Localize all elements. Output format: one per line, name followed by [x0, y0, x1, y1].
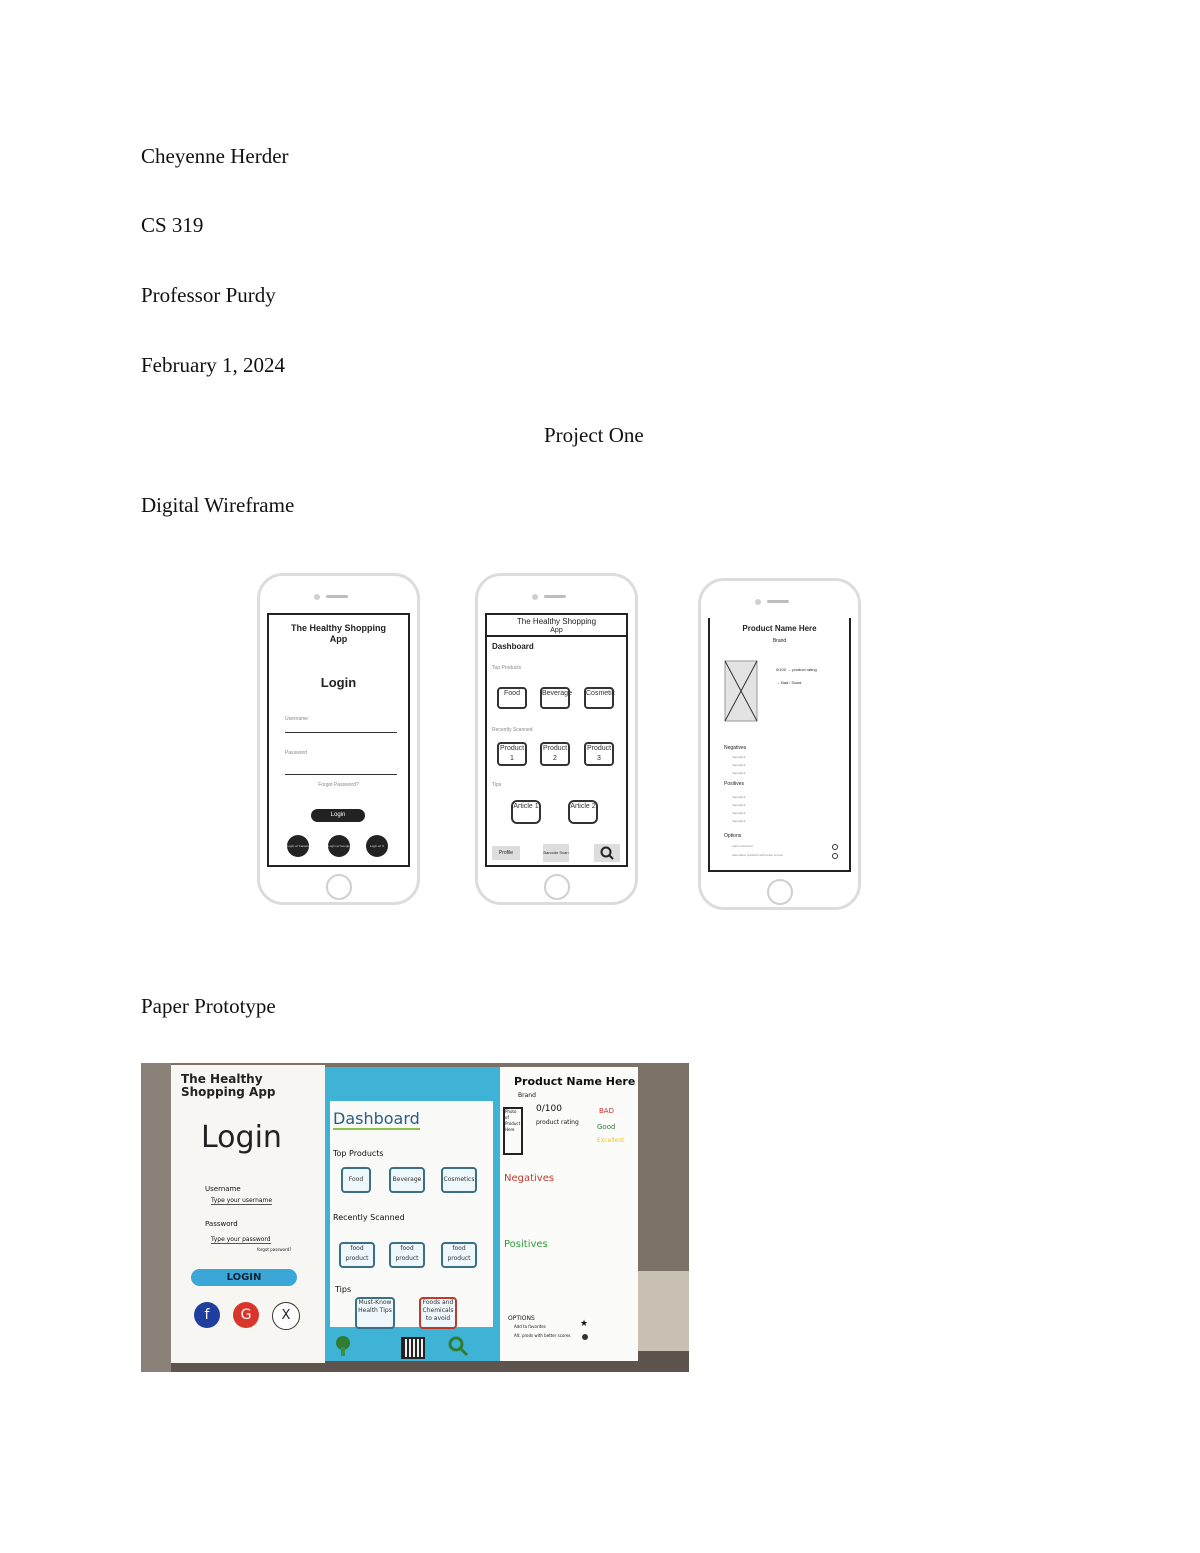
- paper-forgot-link[interactable]: forgot password?: [257, 1247, 292, 1252]
- paper-username-label: Username: [205, 1185, 241, 1193]
- positive-item: Ingredient: [732, 803, 746, 807]
- author-name: Cheyenne Herder: [141, 144, 289, 168]
- paper-google-button[interactable]: G: [233, 1302, 259, 1328]
- top-product-beverage[interactable]: Beverage: [540, 687, 570, 709]
- paper-username-hint: Type your username: [211, 1197, 273, 1204]
- username-field[interactable]: [285, 732, 397, 733]
- product-scale: → Bad / Good: [776, 680, 802, 685]
- product-brand: Brand: [772, 638, 787, 644]
- paper-facebook-button[interactable]: f: [194, 1302, 220, 1328]
- paper-password-label: Password: [205, 1220, 238, 1228]
- paper-score-caption: product rating: [536, 1119, 579, 1126]
- section-heading-digital-wireframe: Digital Wireframe: [141, 493, 295, 517]
- speaker-slot: [544, 595, 566, 598]
- password-field[interactable]: [285, 774, 397, 775]
- negative-item: Ingredient: [732, 771, 746, 775]
- paper-dashboard-heading: Dashboard: [333, 1109, 420, 1128]
- home-button: [326, 874, 352, 900]
- product-score: 0/100 → product rating: [776, 667, 817, 672]
- paper-recent-2[interactable]: food product: [389, 1242, 425, 1268]
- document-date: February 1, 2024: [141, 353, 286, 377]
- camera-dot: [755, 599, 761, 605]
- paper-top-food[interactable]: Food: [341, 1167, 371, 1193]
- product-title: Product Name Here: [742, 624, 817, 633]
- positive-item: Ingredient: [732, 819, 746, 823]
- paper-positives: Positives: [504, 1239, 548, 1250]
- paper-tips: Tips: [335, 1285, 352, 1294]
- paper-app-title: The Healthy Shopping App: [181, 1072, 276, 1099]
- wireframe-dashboard-phone: [475, 573, 638, 905]
- home-button: [767, 879, 793, 905]
- section-heading-paper-prototype: Paper Prototype: [141, 994, 276, 1018]
- tip-article-1[interactable]: Article 1: [511, 800, 541, 824]
- paper-excellent: Excellent: [597, 1137, 625, 1144]
- recent-product-2[interactable]: Product 2: [540, 742, 570, 766]
- paper-login-button[interactable]: LOGIN: [191, 1269, 297, 1286]
- product-image-placeholder: [724, 660, 758, 722]
- wireframe-login-phone: [257, 573, 420, 905]
- recent-product-3[interactable]: Product 3: [584, 742, 614, 766]
- search-icon: [594, 844, 620, 862]
- paper-x-button[interactable]: X: [272, 1302, 300, 1330]
- paper-tip-1[interactable]: Must-Know Health Tips: [355, 1297, 395, 1329]
- forgot-password-link[interactable]: Forgot Password?: [318, 782, 359, 788]
- paper-good: Good: [597, 1123, 616, 1131]
- dashboard-screen: [485, 613, 628, 867]
- product-screen: [708, 618, 851, 872]
- dashboard-app-title-line1: The Healthy Shopping: [516, 617, 597, 626]
- login-app-title-line1: The Healthy Shopping: [290, 623, 386, 633]
- positive-item: Ingredient: [732, 795, 746, 799]
- google-login-button[interactable]: Login w/ Google: [328, 835, 350, 857]
- paper-product-panel: [500, 1067, 638, 1361]
- home-button: [544, 874, 570, 900]
- paper-search-icon[interactable]: [447, 1335, 469, 1357]
- positive-item: Ingredient: [732, 811, 746, 815]
- professor-name: Professor Purdy: [141, 283, 276, 307]
- paper-login-panel: [171, 1065, 325, 1363]
- facebook-login-button[interactable]: Login w/ Facebook: [287, 835, 309, 857]
- options-heading: Options: [724, 833, 742, 839]
- paper-star-icon: ★: [580, 1319, 589, 1329]
- login-app-title-line2: App: [329, 634, 348, 644]
- x-login-button[interactable]: Login w/ X: [366, 835, 388, 857]
- paper-negatives: Negatives: [504, 1173, 555, 1184]
- paper-broccoli-icon: [333, 1335, 353, 1357]
- dashboard-app-title-line2: App: [550, 627, 563, 634]
- speaker-slot: [326, 595, 348, 598]
- speaker-slot: [767, 600, 789, 603]
- paper-product-name: Product Name Here: [514, 1075, 636, 1088]
- recently-scanned-label: Recently Scanned: [492, 727, 533, 733]
- paper-dashboard-panel: [325, 1067, 500, 1361]
- paper-radio[interactable]: [582, 1334, 588, 1340]
- document-title: Project One: [544, 423, 644, 447]
- paper-recently-scanned: Recently Scanned: [333, 1213, 405, 1222]
- paper-option-alternatives[interactable]: Alt. prods with better scores: [514, 1333, 571, 1338]
- login-screen: [267, 613, 410, 867]
- paper-top-cosmetics[interactable]: Cosmetics: [441, 1167, 477, 1193]
- top-product-food[interactable]: Food: [497, 687, 527, 709]
- paper-score: 0/100: [536, 1104, 562, 1114]
- nav-search-button[interactable]: [594, 844, 620, 862]
- paper-top-beverage[interactable]: Beverage: [389, 1167, 425, 1193]
- option-add-favorites[interactable]: Add to favorites: [732, 844, 753, 848]
- recent-product-1[interactable]: Product 1: [497, 742, 527, 766]
- wall-left: [141, 1063, 171, 1372]
- paper-option-favorites[interactable]: Add to favorites: [514, 1324, 546, 1329]
- negatives-heading: Negatives: [724, 745, 747, 751]
- dashboard-heading: Dashboard: [492, 642, 534, 651]
- box-right: [637, 1271, 689, 1351]
- negative-item: Ingredient: [732, 763, 746, 767]
- paper-barcode-button[interactable]: [401, 1337, 425, 1359]
- paper-top-products: Top Products: [333, 1149, 384, 1158]
- password-label: Password: [285, 750, 307, 756]
- course-code: CS 319: [141, 213, 204, 237]
- nav-profile-button[interactable]: Profile: [492, 846, 520, 860]
- paper-options: OPTIONS: [508, 1315, 535, 1322]
- favorite-radio[interactable]: [832, 844, 838, 850]
- positives-heading: Positives: [724, 781, 745, 787]
- paper-recent-1[interactable]: food product: [339, 1242, 375, 1268]
- tips-label: Tips: [492, 782, 502, 788]
- option-alternatives[interactable]: Alternative products with better scores: [732, 853, 783, 857]
- wireframe-product-phone: [698, 578, 861, 910]
- paper-password-hint: Type your password: [211, 1236, 271, 1243]
- paper-brand: Brand: [518, 1092, 536, 1099]
- paper-prototype-photo: [141, 1063, 689, 1372]
- negative-item: Ingredient: [732, 755, 746, 759]
- paper-photo-placeholder: Photo of Product Here: [503, 1107, 523, 1155]
- top-products-label: Top Products: [492, 665, 522, 671]
- paper-bad: BAD: [599, 1107, 614, 1115]
- camera-dot: [314, 594, 320, 600]
- top-product-cosmetic[interactable]: Cosmetic: [584, 687, 614, 709]
- paper-login-heading: Login: [201, 1120, 282, 1155]
- tip-article-2[interactable]: Article 2: [568, 800, 598, 824]
- camera-dot: [532, 594, 538, 600]
- paper-recent-3[interactable]: food product: [441, 1242, 477, 1268]
- login-button[interactable]: Login: [311, 809, 365, 822]
- alternatives-radio[interactable]: [832, 853, 838, 859]
- login-heading: Login: [320, 675, 357, 690]
- username-label: Username: [285, 716, 309, 722]
- nav-barcode-button[interactable]: Barcode Scan: [543, 844, 569, 862]
- paper-tip-2[interactable]: Foods and Chemicals to avoid: [419, 1297, 457, 1329]
